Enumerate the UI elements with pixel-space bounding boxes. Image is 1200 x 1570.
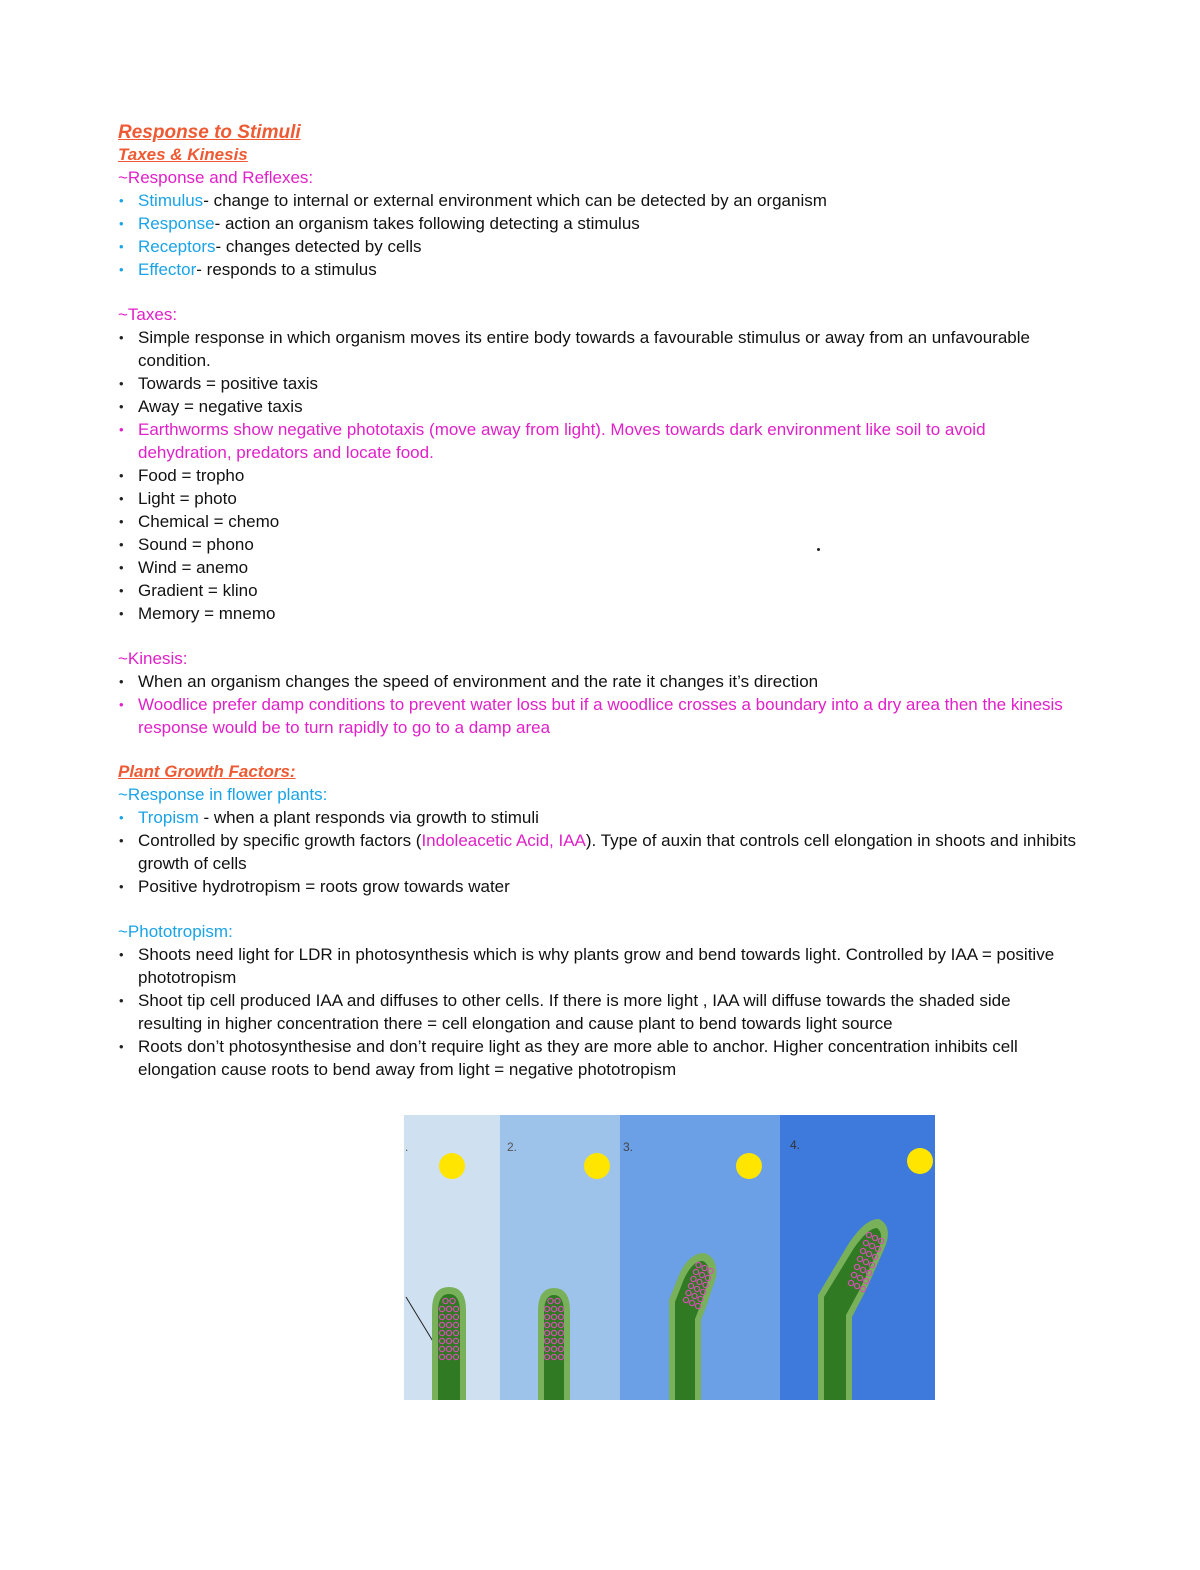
panel-label-1: . xyxy=(405,1140,409,1154)
list-item: • Controlled by specific growth factors (Indoleacetic Acid, IAA). Type of auxin that controls cell elongation in shoots and inhibits growth of cells xyxy=(118,829,1078,875)
panel-label-3: 3. xyxy=(623,1140,634,1154)
heading-flower-plants: ~Response in flower plants: xyxy=(118,785,328,804)
heading-taxes: ~Taxes: xyxy=(118,305,178,324)
term-iaa: Indoleacetic Acid, IAA xyxy=(421,831,586,850)
sun-icon xyxy=(736,1153,762,1179)
list-item-woodlice-example: • Woodlice prefer damp conditions to prevent water loss but if a woodlice crosses a boundary into a dry area then the kinesis response would be to turn rapidly to go to a damp area xyxy=(118,693,1078,739)
list-item: • Gradient = klino xyxy=(118,579,1078,602)
heading-plant-growth-factors: Plant Growth Factors: xyxy=(118,762,296,781)
heading-phototropism: ~Phototropism: xyxy=(118,922,233,941)
list-item: • Towards = positive taxis xyxy=(118,372,1078,395)
list-item: • Shoots need light for LDR in photosynthesis which is why plants grow and bend towards light. Controlled by IAA = positive phototropism xyxy=(118,943,1078,989)
sun-icon xyxy=(439,1153,465,1179)
list-item: • When an organism changes the speed of environment and the rate it changes it’s direction xyxy=(118,670,1078,693)
taxes-list xyxy=(118,326,1078,625)
list-item-earthworm-example: • Earthworms show negative phototaxis (move away from light). Moves towards dark environment like soil to avoid dehydration, predators and locate food. xyxy=(118,418,1078,464)
list-item: • Tropism - when a plant responds via growth to stimuli xyxy=(118,806,1078,829)
list-item: • Shoot tip cell produced IAA and diffuses to other cells. If there is more light , IAA will diffuse towards the shaded side resulting in higher concentration there = cell elongation and cause plant to bend towards light source xyxy=(118,989,1078,1035)
list-item: • Light = photo xyxy=(118,487,1078,510)
list-item: • Food = tropho xyxy=(118,464,1078,487)
list-item: • Response- action an organism takes following detecting a stimulus xyxy=(118,212,1078,235)
list-item: • Effector- responds to a stimulus xyxy=(118,258,1078,281)
flower-plants-list xyxy=(118,806,1078,898)
panel-label-4: 4. xyxy=(790,1138,801,1152)
term-receptors: Receptors xyxy=(138,237,216,256)
term-stimulus: Stimulus xyxy=(138,191,204,210)
list-item: • Simple response in which organism moves its entire body towards a favourable stimulus or away from an unfavourable condition. xyxy=(118,326,1078,372)
sun-icon xyxy=(584,1153,610,1179)
sun-icon xyxy=(907,1148,933,1174)
response-list xyxy=(118,189,1078,281)
term-tropism: Tropism xyxy=(138,808,199,827)
page-title: Response to Stimuli xyxy=(118,122,301,143)
list-item: • Roots don’t photosynthesise and don’t require light as they are more able to anchor. Higher concentration inhibits cell elongation cause roots to bend away from light = negative phototropism xyxy=(118,1035,1078,1081)
notes-content xyxy=(118,122,1078,1081)
heading-response-reflexes: ~Response and Reflexes: xyxy=(118,168,314,187)
list-item: • Sound = phono xyxy=(118,533,1078,556)
list-item: • Positive hydrotropism = roots grow towards water xyxy=(118,875,1078,898)
panel-label-2: 2. xyxy=(507,1140,518,1154)
list-item: • Wind = anemo xyxy=(118,556,1078,579)
list-item: • Receptors- changes detected by cells xyxy=(118,235,1078,258)
list-item: • Memory = mnemo xyxy=(118,602,1078,625)
stray-dot xyxy=(817,548,820,551)
phototropism-diagram xyxy=(404,1115,935,1400)
term-response: Response xyxy=(138,214,215,233)
list-item: • Away = negative taxis xyxy=(118,395,1078,418)
list-item: • Chemical = chemo xyxy=(118,510,1078,533)
kinesis-list xyxy=(118,670,1078,739)
subtitle-taxes-kinesis: Taxes & Kinesis xyxy=(118,145,248,164)
list-item: • Stimulus- change to internal or external environment which can be detected by an organism xyxy=(118,189,1078,212)
heading-kinesis: ~Kinesis: xyxy=(118,649,188,668)
term-effector: Effector xyxy=(138,260,197,279)
phototropism-list xyxy=(118,943,1078,1081)
